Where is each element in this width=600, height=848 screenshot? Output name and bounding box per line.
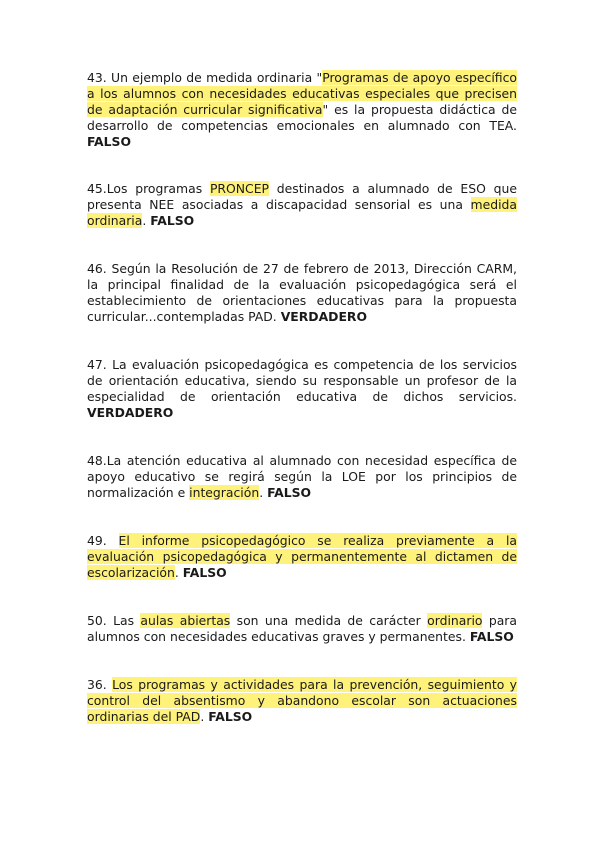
- question-46: [87, 261, 517, 325]
- q47-text-1: 47. La evaluación psicopedagógica es competencia de los servicios de orientación educativa, siendo su responsable un profesor de la especialidad de orientación educativa de dichos servicios.: [87, 357, 517, 404]
- question-36: [87, 677, 517, 725]
- question-50: [87, 613, 517, 645]
- q50-answer: FALSO: [469, 628, 514, 644]
- q36-answer: FALSO: [208, 708, 253, 724]
- question-45: [87, 181, 517, 229]
- q45-highlight-2: medida ordinaria: [87, 196, 517, 228]
- q45-answer: FALSO: [150, 212, 195, 228]
- question-47: [87, 357, 517, 421]
- q50-text-2: son una medida de carácter: [230, 613, 428, 628]
- q43-text-1: 43. Un ejemplo de medida ordinaria ": [87, 70, 323, 85]
- q49-highlight: El informe psicopedagógico se realiza previamente a la evaluación psicopedagógica y permanentemente al dictamen de escolarización: [87, 533, 517, 580]
- q43-highlight: Programas de apoyo específico a los alumnos con necesidades educativas especiales que precisen de adaptación curricular significativa: [87, 70, 517, 117]
- q43-text-2: " es la propuesta didáctica de desarrollo de competencias emocionales en alumnado con TEA.: [87, 101, 517, 133]
- q48-text-2: .: [259, 484, 268, 500]
- q36-text-1: 36.: [87, 677, 113, 692]
- q50-text-1: 50. Las: [87, 613, 141, 628]
- q48-highlight: integración: [189, 484, 260, 500]
- q49-text-1: 49.: [87, 533, 119, 548]
- question-49: [87, 533, 517, 581]
- q50-highlight-1: aulas abiertas: [140, 613, 231, 628]
- q49-answer: FALSO: [182, 564, 227, 580]
- q50-highlight-2: ordinario: [427, 613, 483, 628]
- q47-answer: VERDADERO: [87, 404, 174, 420]
- q48-answer: FALSO: [267, 484, 312, 500]
- q36-text-2: .: [200, 708, 209, 724]
- q43-answer: FALSO: [87, 133, 131, 149]
- question-48: [87, 453, 517, 501]
- q46-text-1: 46. Según la Resolución de 27 de febrero de 2013, Dirección CARM, la principal finalidad de la evaluación psicopedagógica será el establecimiento de orientaciones educativas para la propuesta curricular...contempladas PAD.: [87, 261, 517, 324]
- q50-text-3: para alumnos con necesidades educativas graves y permanentes.: [87, 613, 517, 644]
- q45-highlight-1: PRONCEP: [209, 181, 269, 196]
- q45-text-1: 45.Los programas: [87, 181, 210, 196]
- question-43: [87, 70, 517, 150]
- q45-text-3: .: [142, 212, 151, 228]
- q46-answer: VERDADERO: [280, 308, 367, 324]
- q48-text-1: 48.La atención educativa al alumnado con necesidad específica de apoyo educativo se regirá según la LOE por los principios de normalización e: [87, 453, 517, 500]
- q36-highlight: Los programas y actividades para la prevención, seguimiento y control del absentismo y abandono escolar son actuaciones ordinarias del PAD: [87, 677, 517, 724]
- q45-text-2: destinados a alumnado de ESO que presenta NEE asociadas a discapacidad sensorial es una: [87, 181, 517, 212]
- q49-text-2: .: [174, 564, 183, 580]
